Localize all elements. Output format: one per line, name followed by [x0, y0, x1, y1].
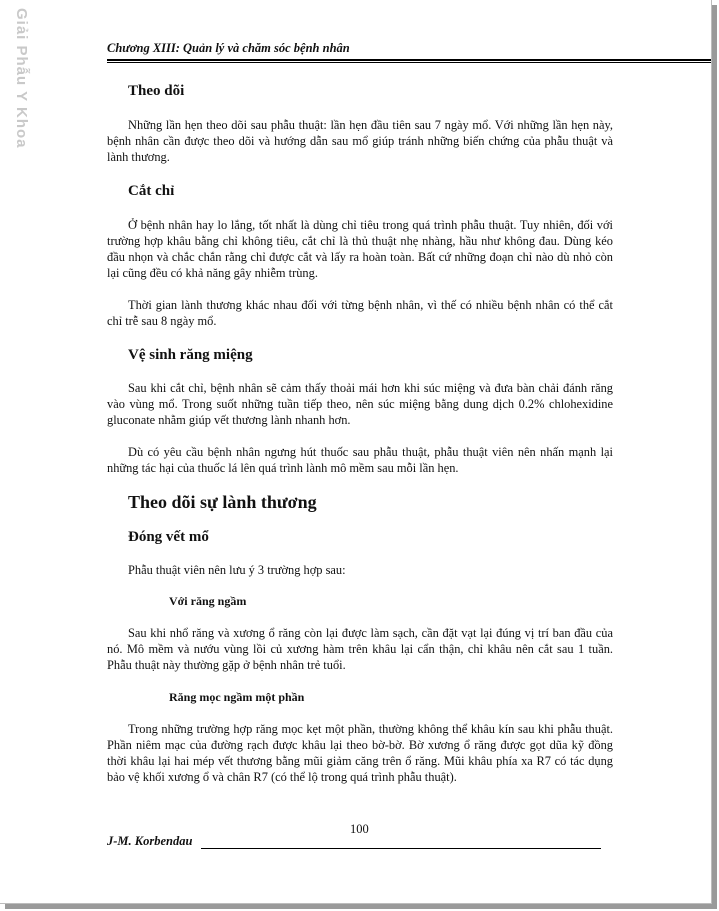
- paragraph: Dù có yêu cầu bệnh nhân ngưng hút thuốc sau phẫu thuật, phẫu thuật viên nên nhấn mạnh lại những tác hại của thuốc lá lên quá trình lành mô mềm sau mỗi lần hẹn.: [107, 445, 613, 475]
- paragraph: Những lần hẹn theo dõi sau phẫu thuật: lần hẹn đầu tiên sau 7 ngày mổ. Với những lần hẹn này, bệnh nhân cần được theo dõi và hướng dẫn sau mổ giúp tránh những biến chứng của phẫu thuật và lành thương.: [107, 118, 613, 164]
- footer-author: J-M. Korbendau: [107, 834, 193, 848]
- chapter-header: Chương XIII: Quản lý và chăm sóc bệnh nhân: [107, 41, 350, 55]
- header-rule: [107, 59, 711, 63]
- page-content: [107, 82, 613, 785]
- paragraph: Phẫu thuật viên nên lưu ý 3 trường hợp sau:: [128, 563, 346, 577]
- paragraph: Trong những trường hợp răng mọc kẹt một phần, thường không thể khâu kín sau khi phẫu thuật. Phần niêm mạc của đường rạch được khâu lại theo bờ-bờ. Bờ xương ổ răng được gọt dũa kỹ đồng thời khâu lại hai mép vết thương bằng mũi giảm căng trên ổ răng. Mũi khâu phía xa R7 có tác dụng bảo vệ khối xương ổ và chân R7 (có thể lộ trong quá trình phẫu thuật).: [107, 722, 613, 784]
- watermark: Giải Phẫu Y Khoa: [13, 8, 30, 149]
- page-footer: [107, 822, 601, 850]
- heading-mot-phan: Răng mọc ngầm một phần: [169, 690, 305, 704]
- paragraph: Thời gian lành thương khác nhau đối với từng bệnh nhân, vì thế có nhiều bệnh nhân có thể cắt chỉ trễ sau 8 ngày mổ.: [107, 298, 613, 328]
- heading-lanh-thuong: Theo dõi sự lành thương: [128, 492, 317, 512]
- paragraph: Ở bệnh nhân hay lo lắng, tốt nhất là dùng chỉ tiêu trong quá trình phẫu thuật. Tuy nhiên, đối với trường hợp khâu bằng chỉ không tiêu, cắt chỉ là thủ thuật nhẹ nhàng, hầu như không đau. Dùng kéo đầu nhọn và chắc chắn rằng chỉ được cắt và lấy ra hoàn toàn. Bất cứ những đoạn chỉ nào dù nhỏ còn lại cũng đều có khả năng gây nhiễm trùng.: [107, 218, 613, 280]
- paragraph: Sau khi nhổ răng và xương ổ răng còn lại được làm sạch, cần đặt vạt lại đúng vị trí ban đầu của nó. Mô mềm và nướu vùng lồi củ xương hàm trên khâu lại cẩn thận, chỉ khâu nên cắt sau 1 tuần. Phẫu thuật này thường gặp ở bệnh nhân trẻ tuổi.: [107, 626, 613, 672]
- page-number: 100: [350, 822, 369, 836]
- paragraph: Sau khi cắt chỉ, bệnh nhân sẽ cảm thấy thoải mái hơn khi súc miệng và đưa bàn chải đánh răng vào vùng mổ. Trong suốt những tuần tiếp theo, nên súc miệng bằng dung dịch 0.2% chlohexidine gluconate nhằm giúp vết thương lành nhanh hơn.: [107, 381, 613, 427]
- heading-cat-chi: Cắt chỉ: [128, 183, 175, 199]
- heading-rang-ngam: Với răng ngầm: [169, 594, 247, 608]
- heading-ve-sinh: Vệ sinh răng miệng: [128, 347, 253, 363]
- heading-dong-vet-mo: Đóng vết mổ: [128, 529, 209, 545]
- footer-rule: [201, 848, 601, 849]
- heading-theo-doi: Theo dõi: [128, 83, 185, 99]
